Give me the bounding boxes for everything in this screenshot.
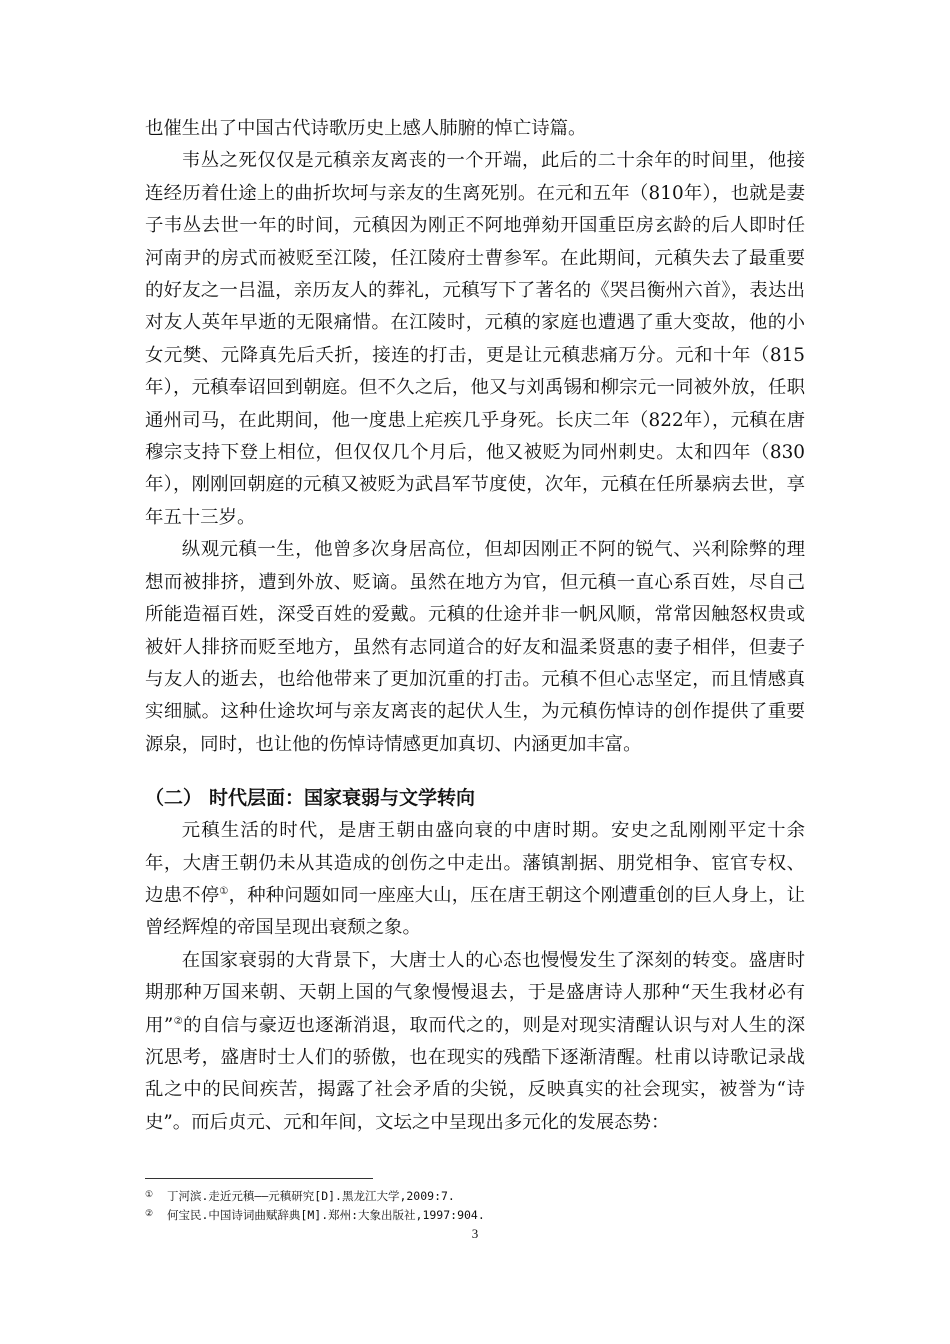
footnote-2-mark: ② [145, 1209, 154, 1219]
paragraph-continuation: 也催生出了中国古代诗歌历史上感人肺腑的悼亡诗篇。 [145, 118, 587, 139]
paragraph-mindset-text-1: 在国家衰弱的大背景下，大唐士人的心态也慢慢发生了深刻的转变。盛唐时期那种万国来朝、天朝上国的气象慢慢退去，于是盛唐诗人那种“天生我材必有用” [145, 949, 805, 1036]
footnote-ref-1[interactable]: ① [219, 885, 229, 897]
body-text [145, 113, 805, 1139]
paragraph-mindset [145, 945, 805, 1139]
footnote-1-text: 丁河滨.走近元稹——元稹研究[D].黑龙江大学,2009:7. [167, 1189, 455, 1203]
footnotes [145, 1186, 805, 1224]
paragraph-mindset-text-2: 的自信与豪迈也逐渐消退，取而代之的，则是对现实清醒认识与对人生的深沉思考，盛唐时士人们的骄傲，也在现实的残酷下逐渐清醒。杜甫以诗歌记录战乱之中的民间疾苦，揭露了社会矛盾的尖锐，反映真实的社会现实，被誉为“诗史”。而后贞元、元和年间，文坛之中呈现出多元化的发展态势： [145, 1014, 805, 1133]
paragraph-summary: 纵观元稹一生，他曾多次身居高位，但却因刚正不阿的锐气、兴利除弊的理想而被排挤，遭到外放、贬谪。虽然在地方为官，但元稹一直心系百姓，尽自己所能造福百姓，深受百姓的爱戴。元稹的仕途并非一帆风顺，常常因触怒权贵或被奸人排挤而贬至地方，虽然有志同道合的好友和温柔贤惠的妻子相伴，但妻子与友人的逝去，也给他带来了更加沉重的打击。元稹不但心志坚定，而且情感真实细腻。这种仕途坎坷与亲友离丧的起伏人生，为元稹伤悼诗的创作提供了重要源泉，同时，也让他的伤悼诗情感更加真切、内涵更加丰富。 [145, 539, 805, 755]
paragraph-era [145, 815, 805, 945]
paragraph-era-text-1: 元稹生活的时代，是唐王朝由盛向衰的中唐时期。安史之乱刚刚平定十余年，大唐王朝仍未从其造成的创伤之中走出。藩镇割据、朋党相争、宦官专权、边患不停 [145, 820, 805, 906]
paragraph-era-text-2: ，种种问题如同一座座大山，压在唐王朝这个刚遭重创的巨人身上，让曾经辉煌的帝国呈现出衰颓之象。 [145, 884, 805, 939]
footnote-ref-2[interactable]: ② [173, 1015, 184, 1027]
footnote-1 [145, 1186, 805, 1205]
section-heading [145, 781, 805, 815]
section-title: 时代层面：国家衰弱与文学转向 [209, 787, 476, 810]
footnote-2-text: 何宝民.中国诗词曲赋辞典[M].郑州:大象出版社,1997:904. [167, 1208, 485, 1222]
footnote-2 [145, 1205, 805, 1224]
footnote-1-mark: ① [145, 1190, 154, 1200]
section-number: （二） [145, 787, 203, 810]
footnote-divider [145, 1178, 373, 1179]
paragraph-career: 韦丛之死仅仅是元稹亲友离丧的一个开端，此后的二十余年的时间里，他接连经历着仕途上的曲折坎坷与亲友的生离死别。在元和五年（810年），也就是妻子韦丛去世一年的时间，元稹因为刚正不阿地弹劾开国重臣房玄龄的后人即时任河南尹的房式而被贬至江陵，任江陵府士曹参军。在此期间，元稹失去了最重要的好友之一吕温，亲历友人的葬礼，元稹写下了著名的《哭吕衡州六首》，表达出对友人英年早逝的无限痛惜。在江陵时，元稹的家庭也遭遇了重大变故，他的小女元樊、元降真先后夭折，接连的打击，更是让元稹悲痛万分。元和十年（815年），元稹奉诏回到朝庭。但不久之后，他又与刘禹锡和柳宗元一同被外放，任职通州司马，在此期间，他一度患上疟疾几乎身死。长庆二年（822年），元稹在唐穆宗支持下登上相位，但仅仅几个月后，他又被贬为同州刺史。太和四年（830年），刚刚回朝庭的元稹又被贬为武昌军节度使，次年，元稹在任所暴病去世，享年五十三岁。 [145, 150, 805, 528]
page-number: 3 [471, 1226, 479, 1241]
